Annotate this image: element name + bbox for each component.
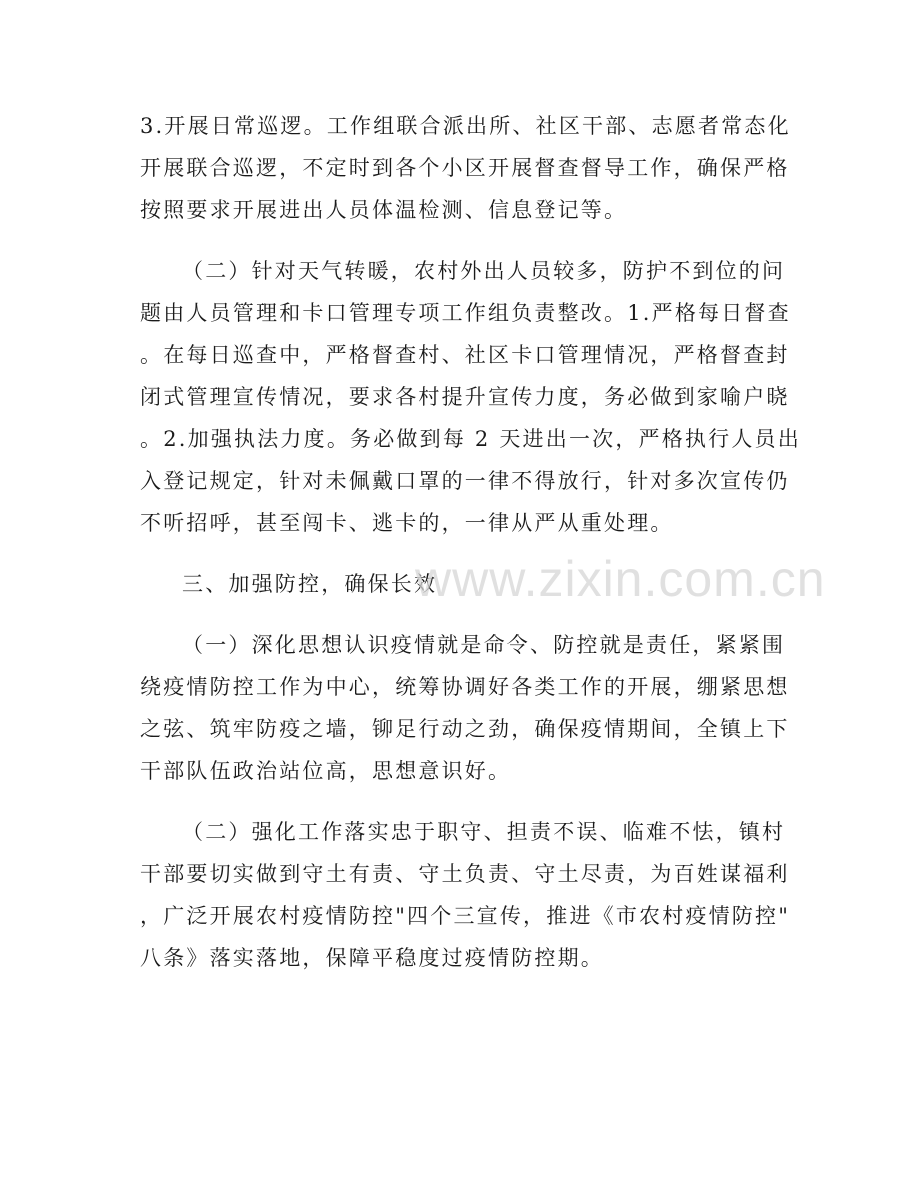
paragraph-2-line-4: 闭式管理宣传情况，要求各村提升宣传力度，务必做到家喻户晓 bbox=[140, 385, 790, 409]
paragraph-2-line-3: 。在每日巡查中，严格督查村、社区卡口管理情况，严格督查封 bbox=[140, 343, 790, 367]
paragraph-1-line-2: 开展联合巡逻，不定时到各个小区开展督查督导工作，确保严格 bbox=[140, 156, 790, 180]
paragraph-4-line-1: （一）深化思想认识疫情就是命令、防控就是责任，紧紧围 bbox=[182, 633, 786, 657]
paragraph-1-line-3: 按照要求开展进出人员体温检测、信息登记等。 bbox=[140, 198, 628, 222]
paragraph-4-line-3: 之弦、筑牢防疫之墙，铆足行动之劲，确保疫情期间，全镇上下 bbox=[140, 717, 790, 741]
section-heading: 三、加强防控，确保长效 bbox=[182, 572, 438, 596]
paragraph-2-line-1: （二）针对天气转暖，农村外出人员较多，防护不到位的问 bbox=[182, 259, 786, 283]
paragraph-2-line-2: 题由人员管理和卡口管理专项工作组负责整改。1.严格每日督查 bbox=[140, 301, 791, 325]
paragraph-4-line-4: 干部队伍政治站位高，思想意识好。 bbox=[140, 759, 512, 783]
paragraph-2-line-5: 。2.加强执法力度。务必做到每 2 天进出一次，严格执行人员出 bbox=[140, 427, 801, 451]
paragraph-5-line-1: （二）强化工作落实忠于职守、担责不误、临难不怯，镇村 bbox=[182, 820, 786, 844]
paragraph-2-line-7: 不听招呼，甚至闯卡、逃卡的，一律从严从重处理。 bbox=[140, 511, 674, 535]
paragraph-5-line-3: ，广泛开展农村疫情防控"四个三宣传，推进《市农村疫情防控" bbox=[140, 904, 791, 928]
paragraph-2-line-6: 入登记规定，针对未佩戴口罩的一律不得放行，针对多次宣传仍 bbox=[140, 469, 790, 493]
paragraph-5-line-2: 干部要切实做到守土有责、守土负责、守土尽责，为百姓谋福利 bbox=[140, 862, 790, 886]
paragraph-4-line-2: 绕疫情防控工作为中心，统筹协调好各类工作的开展，绷紧思想 bbox=[140, 675, 790, 699]
paragraph-5-line-4: 八条》落实落地，保障平稳度过疫情防控期。 bbox=[140, 946, 604, 970]
watermark: www.zixin.com.cn bbox=[415, 551, 826, 607]
paragraph-1-line-1: 3.开展日常巡逻。工作组联合派出所、社区干部、志愿者常态化 bbox=[140, 114, 791, 138]
